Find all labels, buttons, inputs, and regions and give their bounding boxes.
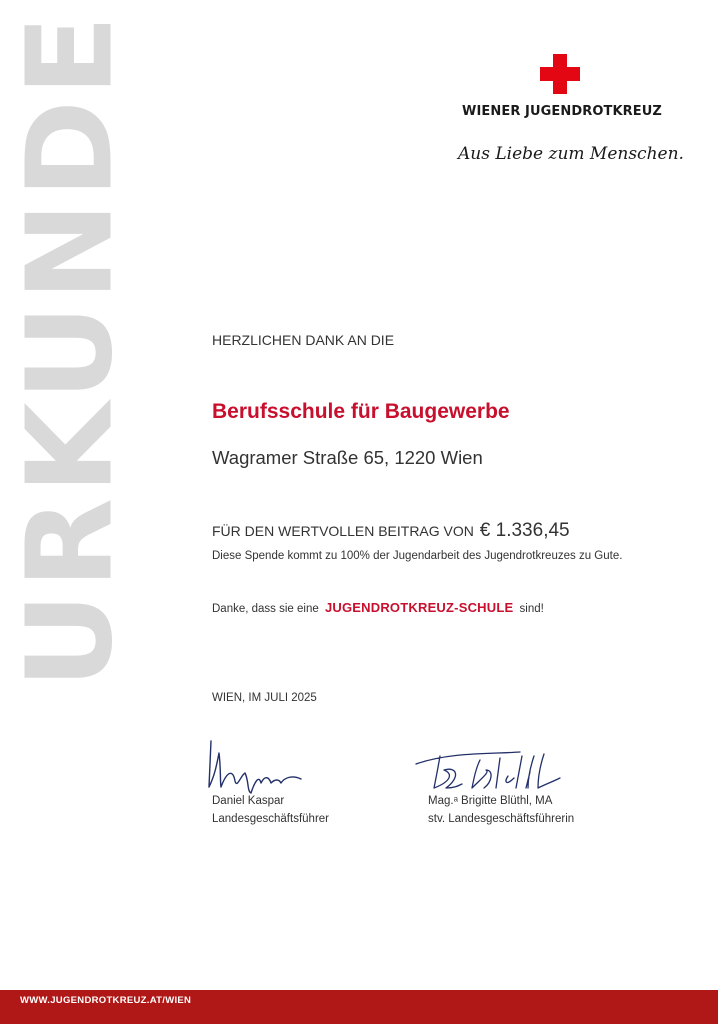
red-cross-icon	[540, 54, 580, 94]
school-highlight: JUGENDROTKREUZ-SCHULE	[324, 600, 514, 615]
school-suffix: sind!	[519, 603, 544, 615]
certificate-side-title	[1, 10, 139, 690]
signer-bluethl	[428, 792, 574, 828]
signature-bluethl	[410, 748, 575, 796]
recipient-address: Wagramer Straße 65, 1220 Wien	[212, 447, 483, 468]
donation-note: Diese Spende kommt zu 100% der Jugendarbeit des Jugendrotkreuzes zu Gute.	[212, 550, 623, 562]
contribution-label: FÜR DEN WERTVOLLEN BEITRAG VON	[212, 523, 474, 539]
footer-bar	[0, 990, 718, 1024]
contribution-line	[212, 520, 570, 542]
signer-role: stv. Landesgeschäftsführerin	[428, 813, 575, 825]
signer-name: Daniel Kaspar	[212, 795, 285, 807]
school-prefix: Danke, dass sie eine	[212, 603, 319, 615]
org-name: WIENER JUGENDROTKREUZ	[462, 104, 662, 119]
signer-kaspar	[212, 792, 329, 828]
place-date: WIEN, IM JULI 2025	[212, 692, 317, 704]
footer-url[interactable]: WWW.JUGENDROTKREUZ.AT/WIEN	[20, 995, 192, 1006]
donation-amount: € 1.336,45	[479, 520, 570, 541]
side-title-text: URKUNDE	[1, 11, 139, 689]
recipient-name: Berufsschule für Baugewerbe	[212, 400, 510, 423]
signature-kaspar	[205, 735, 315, 795]
thanks-intro: HERZLICHEN DANK AN DIE	[212, 332, 395, 348]
org-slogan: Aus Liebe zum Menschen.	[458, 144, 684, 164]
signer-role: Landesgeschäftsführer	[212, 813, 329, 825]
org-logo	[440, 50, 684, 180]
school-thanks-line	[212, 600, 544, 615]
signer-name: Mag.ᵃ Brigitte Blüthl, MA	[428, 795, 553, 807]
